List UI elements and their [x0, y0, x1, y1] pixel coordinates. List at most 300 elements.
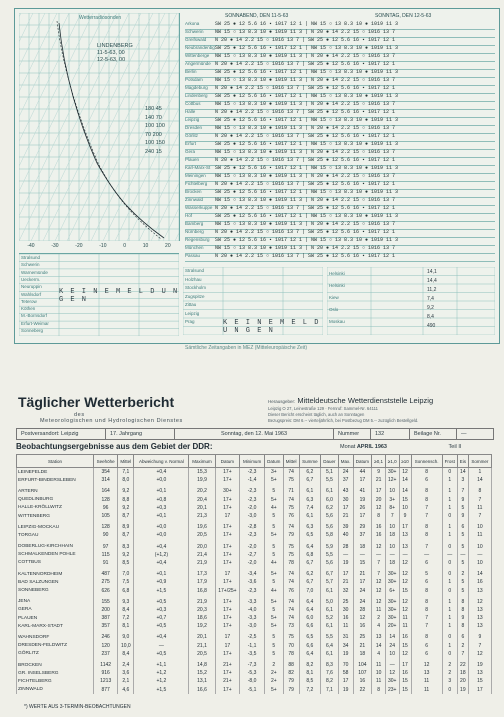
aero-run-2: 12-5-63, 00	[97, 57, 126, 63]
value-cell: 6,1	[321, 650, 339, 658]
value-cell: +0,5	[134, 598, 189, 606]
number-value: 132	[371, 429, 410, 439]
value-cell: 7	[457, 650, 468, 658]
value-cell: 2	[264, 661, 283, 669]
value-cell: —	[353, 551, 372, 559]
value-cell: 246	[94, 633, 118, 641]
lower-right-value: 11,2	[427, 287, 437, 293]
station-values: SW 25 ● 12 5.6 16 ▪ 1017 12 1 | NW 15 ○ 13 8.3 10 ● 1019 11 3	[215, 117, 399, 123]
table-row	[17, 606, 492, 614]
value-cell: 10	[468, 523, 491, 531]
value-cell: 17+	[215, 622, 240, 630]
value-cell: 10	[468, 559, 491, 567]
value-cell: 17	[338, 677, 353, 685]
value-cell: 58	[338, 669, 353, 677]
value-cell: 2+	[264, 677, 283, 685]
value-cell: -3,6	[240, 578, 265, 586]
value-cell: 17+	[215, 614, 240, 622]
value-cell: 6+	[385, 586, 399, 594]
value-cell: 8,5	[299, 677, 320, 685]
value-cell: 105	[94, 512, 118, 520]
lower-station: Zugspitze	[185, 293, 205, 299]
station-values: N 20 ● 14 2.2 15 ○ 1016 13 7 | SW 25 ● 12 5.6 16 ▪ 1017 12 1	[215, 157, 396, 163]
value-cell: 7	[468, 642, 491, 650]
value-cell: 24	[385, 642, 399, 650]
value-cell: 21	[338, 578, 353, 586]
station-cell: BROCKEN	[17, 661, 94, 669]
value-cell: 314	[94, 476, 118, 484]
value-cell: 20	[457, 677, 468, 685]
value-cell: 11	[338, 622, 353, 630]
value-cell: 6,1	[321, 622, 339, 630]
value-cell: +1,1	[134, 661, 189, 669]
value-cell: 7	[411, 543, 442, 551]
aero-legend	[97, 43, 133, 64]
value-cell: 76	[283, 586, 299, 594]
value-cell: 237	[94, 650, 118, 658]
value-cell: 14	[468, 570, 491, 578]
value-cell: 11	[372, 677, 386, 685]
value-cell: 22	[457, 661, 468, 669]
value-cell: 17	[468, 686, 491, 694]
value-cell: 3+	[385, 496, 399, 504]
value-cell: 17+	[215, 523, 240, 531]
value-cell: 16	[353, 622, 372, 630]
value-cell: 14	[385, 633, 399, 641]
value-cell: 17	[372, 487, 386, 495]
value-cell: +0,8	[134, 496, 189, 504]
value-cell: 20,1	[189, 504, 215, 512]
value-cell: -5,1	[240, 686, 265, 694]
value-cell: 0	[442, 559, 457, 567]
column-header: Mittel	[118, 455, 134, 468]
value-cell: 13	[411, 669, 442, 677]
value-cell: 21,1	[189, 642, 215, 650]
month-field	[340, 444, 461, 450]
number-label: Nummer	[334, 429, 371, 439]
value-cell: 30+	[385, 598, 399, 606]
aero-level: 100 150	[145, 140, 165, 146]
value-cell: 6,3	[299, 496, 320, 504]
value-cell: 8	[372, 686, 386, 694]
value-cell: 5	[264, 551, 283, 559]
station-cell: LEIPZIG-MOCKAU	[17, 523, 94, 531]
value-cell: 17	[215, 633, 240, 641]
value-cell: 7,2	[299, 686, 320, 694]
value-cell: 5	[411, 570, 442, 578]
station-cell: QUEDLINBURG	[17, 496, 94, 504]
value-cell: 30	[338, 606, 353, 614]
lower-station: Helsinki	[329, 283, 345, 288]
value-cell: 17	[353, 476, 372, 484]
value-cell: 5+	[264, 598, 283, 606]
publisher-name: Mitteldeutsche Wetterdienststelle Leipzig	[297, 396, 434, 405]
value-cell: 6,4	[299, 650, 320, 658]
value-cell: 5,6	[321, 523, 339, 531]
value-cell: 16	[468, 578, 491, 586]
value-cell: 20,2	[189, 487, 215, 495]
aero-station: LINDENBERG	[97, 43, 133, 49]
column-header: Minimum	[240, 455, 265, 468]
station-name: Leipzig	[185, 117, 200, 122]
value-cell: 78	[283, 559, 299, 567]
value-cell: 1	[442, 642, 457, 650]
value-cell: 12	[385, 669, 399, 677]
value-cell: 24	[338, 468, 353, 477]
column-header: ≥0,1	[372, 455, 386, 468]
lower-station: Prag	[185, 319, 195, 324]
value-cell: 10	[399, 504, 411, 512]
station-name: Berlin	[185, 69, 197, 74]
station-values: N 20 ● 14 2.2 15 ○ 1016 13 7 | SW 25 ● 12 5.6 16 ▪ 1017 12 1	[215, 205, 396, 211]
value-cell: 6,5	[299, 633, 320, 641]
value-cell: -2,0	[240, 543, 265, 551]
station-cell: SONNEBERG	[17, 586, 94, 594]
value-cell: 17	[353, 578, 372, 586]
table-row	[17, 578, 492, 586]
station-name: Karl-Marx-St	[185, 165, 211, 170]
value-cell: 13	[468, 586, 491, 594]
value-cell: 79	[283, 686, 299, 694]
station-values: SW 25 ● 12 5.6 16 ▪ 1017 12 1 | NW 15 ○ 13 8.3 10 ● 1019 11 3	[215, 189, 399, 195]
value-cell: +0,1	[134, 570, 189, 578]
value-cell: 30+	[385, 578, 399, 586]
value-cell: 17+	[215, 669, 240, 677]
value-cell: —	[468, 551, 491, 559]
value-cell: -2,0	[240, 504, 265, 512]
aero-level: 240 15	[145, 148, 162, 155]
station-cell: WAHNSDORF	[17, 633, 94, 641]
station-cell: KALTENNORDHEIM	[17, 570, 94, 578]
value-cell: -3,0	[240, 512, 265, 520]
supplement-label: Beilage Nr.	[410, 429, 457, 439]
value-cell: 14	[468, 476, 491, 484]
lower-station: Stockholm	[185, 285, 207, 290]
station-name: Bamberg	[185, 221, 204, 226]
value-cell: +0,9	[134, 578, 189, 586]
value-cell: 13	[372, 633, 386, 641]
value-cell: 4	[372, 650, 386, 658]
value-cell: 20,5	[189, 531, 215, 539]
value-cell: 5+	[264, 614, 283, 622]
value-cell: 19,2	[189, 622, 215, 630]
value-cell: 6,0	[299, 614, 320, 622]
value-cell: 74	[283, 496, 299, 504]
value-cell: 14	[457, 468, 468, 477]
lower-station: Warnemünde	[21, 269, 48, 275]
supplement-value: —	[461, 431, 467, 437]
station-name: Halle	[185, 109, 196, 114]
value-cell: 11	[372, 606, 386, 614]
value-cell: -3,4	[240, 570, 265, 578]
value-cell: 9,2	[118, 487, 134, 495]
value-cell: 73	[283, 622, 299, 630]
value-cell: —	[338, 551, 353, 559]
station-name: Potsdam	[185, 77, 203, 82]
value-cell: 20,1	[189, 633, 215, 641]
station-cell: SCHMALKENDEN POHLE	[17, 551, 94, 559]
value-cell: 8,2	[321, 677, 339, 685]
station-name: Gera	[185, 149, 196, 154]
value-cell: 10	[385, 487, 399, 495]
value-cell: 11	[399, 614, 411, 622]
value-cell: 12	[399, 598, 411, 606]
station-name: Angermünde	[185, 61, 211, 66]
value-cell: 14	[399, 487, 411, 495]
value-cell: 8	[411, 487, 442, 495]
lower-right-value: 8,4	[427, 314, 434, 320]
lower-station: Stralsund	[185, 268, 205, 273]
value-cell: 14	[399, 476, 411, 484]
value-cell: 18	[385, 559, 399, 567]
value-cell: 20,4	[189, 496, 215, 504]
value-cell: —	[385, 551, 399, 559]
value-cell: 8,1	[118, 622, 134, 630]
value-cell: 6	[411, 578, 442, 586]
value-cell: 75	[283, 633, 299, 641]
value-cell: 12	[353, 614, 372, 622]
station-cell: FICHTELBERG	[17, 677, 94, 685]
value-cell: 16,6	[189, 686, 215, 694]
value-cell: 5+	[264, 496, 283, 504]
value-cell: 8	[411, 531, 442, 539]
value-cell: 5	[457, 504, 468, 512]
value-cell: 104	[353, 661, 372, 669]
value-cell: 6,4	[299, 598, 320, 606]
value-cell: 6	[411, 476, 442, 484]
value-cell: 7	[411, 512, 442, 520]
value-cell: 17	[215, 570, 240, 578]
station-values: N 20 ● 14 2.2 15 ○ 1016 13 7 | SW 25 ● 12 5.6 16 ▪ 1017 12 1	[215, 253, 396, 259]
lower-right-value: 9,2	[427, 305, 434, 311]
value-cell: -2,0	[240, 559, 265, 567]
value-cell: 17,9	[189, 578, 215, 586]
value-cell: 17+/25+	[215, 586, 240, 594]
publisher	[268, 396, 433, 405]
lower-station: Oslo	[329, 307, 339, 312]
value-cell: 96	[94, 504, 118, 512]
value-cell: 17+	[215, 531, 240, 539]
value-cell: 0	[442, 633, 457, 641]
value-cell: 6,4	[299, 606, 320, 614]
keine-meldungen-left: K E I N E M E L D U N G E N	[59, 288, 179, 304]
value-cell: 6,8	[299, 551, 320, 559]
value-cell: 9	[372, 468, 386, 477]
value-cell: 15,2	[189, 669, 215, 677]
value-cell: 5	[264, 512, 283, 520]
value-cell: 5	[264, 650, 283, 658]
value-cell: -3,3	[240, 614, 265, 622]
value-cell: 39	[338, 523, 353, 531]
value-cell: 6,0	[321, 496, 339, 504]
value-cell: 97	[94, 543, 118, 551]
value-cell: 21+	[215, 661, 240, 669]
value-cell: 6,4	[321, 642, 339, 650]
value-cell: 7,1	[321, 686, 339, 694]
value-cell: 12	[399, 650, 411, 658]
value-cell: 75	[283, 551, 299, 559]
column-header: Sommer	[468, 455, 491, 468]
value-cell: —	[372, 551, 386, 559]
value-cell: 8,8	[118, 496, 134, 504]
station-name: Schwerin	[185, 29, 204, 34]
publisher-address: Leipzig O 27, Leinestraße 129 · Fernruf: Sammel-Nr. 64111	[268, 406, 378, 411]
value-cell: 357	[94, 622, 118, 630]
value-cell: 8	[411, 586, 442, 594]
observations-table	[16, 454, 492, 694]
value-cell: 6	[411, 650, 442, 658]
station-values: NW 15 ○ 13 8.3 10 ● 1019 11 3 | N 20 ● 14 2.2 15 ○ 1016 13 7	[215, 125, 396, 131]
value-cell: +1,5	[134, 686, 189, 694]
value-cell: 16	[372, 523, 386, 531]
value-cell: 17,3	[189, 570, 215, 578]
value-cell: 75	[283, 476, 299, 484]
value-cell: 21,9	[189, 598, 215, 606]
value-cell: 1142	[94, 661, 118, 669]
value-cell: 21	[353, 570, 372, 578]
value-cell: 1	[442, 487, 457, 495]
value-cell: 120	[94, 642, 118, 650]
value-cell: 9,0	[118, 633, 134, 641]
value-cell: 30+	[215, 487, 240, 495]
value-cell: 78	[283, 650, 299, 658]
value-cell: 17+	[215, 559, 240, 567]
station-values: SW 25 ● 12 5.6 16 ▪ 1017 12 1 | NW 15 ○ 13 8.3 10 ● 1019 11 3	[215, 237, 399, 243]
value-cell: 9	[457, 512, 468, 520]
value-cell: 79	[283, 531, 299, 539]
value-cell: 9	[457, 496, 468, 504]
value-cell: 17+	[215, 504, 240, 512]
value-cell: 7,1	[118, 468, 134, 477]
value-cell: 17	[215, 642, 240, 650]
report-title: Täglicher Wetterbericht	[18, 394, 175, 410]
value-cell: 17+	[215, 496, 240, 504]
value-cell: 41	[353, 487, 372, 495]
value-cell: 5	[457, 531, 468, 539]
station-values: N 20 ● 14 2.2 15 ○ 1016 13 7 | SW 25 ● 12 5.6 16 ▪ 1017 12 1	[215, 229, 396, 235]
value-cell: 20,5	[189, 650, 215, 658]
value-cell: 13	[468, 606, 491, 614]
station-name: Lindenberg	[185, 93, 208, 98]
value-cell: 30+	[385, 614, 399, 622]
value-cell: 12	[468, 650, 491, 658]
value-cell: 5+	[264, 622, 283, 630]
value-cell: 26	[353, 504, 372, 512]
value-cell: —	[385, 661, 399, 669]
value-cell: 1	[442, 531, 457, 539]
value-cell: 5,7	[321, 578, 339, 586]
value-cell: 275	[94, 578, 118, 586]
value-cell: 7	[411, 504, 442, 512]
value-cell: 2,1	[118, 677, 134, 685]
value-cell: +0,0	[134, 523, 189, 531]
value-cell: 76	[283, 512, 299, 520]
station-values: N 20 ● 14 2.2 15 ○ 1016 13 7 | SW 25 ● 12 5.6 16 ▪ 1017 12 1	[215, 133, 396, 139]
value-cell: 7,6	[321, 669, 339, 677]
value-cell: 30+	[385, 468, 399, 477]
value-cell: 74	[283, 578, 299, 586]
value-cell: 17	[215, 512, 240, 520]
value-cell: +0,4	[134, 543, 189, 551]
value-cell: 19,9	[189, 476, 215, 484]
station-cell: PLAUEN	[17, 614, 94, 622]
date-header-1: SONNABEND, DEN 11-5-63	[225, 13, 289, 19]
aero-axis-tick: -20	[75, 243, 83, 249]
value-cell: 75	[283, 504, 299, 512]
table-row	[17, 551, 492, 559]
value-cell: 7	[372, 559, 386, 567]
aero-axis-tick: -30	[51, 243, 59, 249]
station-values: SW 25 ● 12 5.6 16 ▪ 1017 12 1 | NW 15 ○ 13 8.3 10 ● 1019 11 3	[215, 165, 399, 171]
station-values: N 20 ● 14 2.2 15 ○ 1016 13 7 | SW 25 ● 12 5.6 16 ▪ 1017 12 1	[215, 85, 396, 91]
value-cell: 8	[411, 468, 442, 477]
column-header: Mittel	[283, 455, 299, 468]
value-cell: 8	[411, 633, 442, 641]
station-values: NW 15 ○ 13 8.3 10 ● 1019 11 3 | N 20 ● 14 2.2 15 ○ 1016 13 7	[215, 101, 396, 107]
value-cell: +1,2	[134, 677, 189, 685]
lower-right-value: 490	[427, 323, 436, 329]
value-cell: 13	[399, 531, 411, 539]
value-cell: 12	[399, 468, 411, 477]
value-cell: 6	[457, 633, 468, 641]
station-values: NW 15 ○ 13 8.3 10 ● 1019 11 3 | N 20 ● 14 2.2 15 ○ 1016 13 7	[215, 221, 396, 227]
value-cell: +0,1	[134, 512, 189, 520]
value-cell: 74	[283, 523, 299, 531]
value-cell: 88	[283, 661, 299, 669]
station-name: Nürnberg	[185, 229, 204, 234]
station-values: NW 15 ○ 13 8.3 10 ● 1019 11 3 | N 20 ● 14 2.2 15 ○ 1016 13 7	[215, 53, 396, 59]
value-cell: 40	[338, 531, 353, 539]
value-cell: 9,2	[118, 551, 134, 559]
value-cell: 19	[457, 686, 468, 694]
value-cell: -7,3	[240, 661, 265, 669]
value-cell: 0	[442, 512, 457, 520]
value-cell: 8	[457, 606, 468, 614]
value-cell: 8,1	[299, 669, 320, 677]
value-cell: 8	[372, 512, 386, 520]
aero-run-1: 11-5-63, 00	[97, 50, 125, 56]
value-cell: -2,8	[240, 523, 265, 531]
lower-station: Stralsund	[21, 255, 41, 260]
value-cell: 8	[457, 598, 468, 606]
aero-level: 140 70	[145, 114, 162, 121]
value-cell: 12+	[385, 476, 399, 484]
value-cell: 82	[283, 669, 299, 677]
value-cell: -2,3	[240, 586, 265, 594]
table-row	[17, 650, 492, 658]
value-cell: 6,7	[299, 559, 320, 567]
value-cell: 20,3	[189, 606, 215, 614]
value-cell: 5,0	[321, 598, 339, 606]
value-cell: 13	[468, 614, 491, 622]
value-cell: 19	[338, 686, 353, 694]
station-name: Hof	[185, 213, 193, 218]
value-cell: 5	[457, 559, 468, 567]
station-cell: DRESDEN-FELDWITZ	[17, 642, 94, 650]
value-cell: 17+	[215, 650, 240, 658]
value-cell: 8,4	[118, 606, 134, 614]
aero-level: 100 100	[145, 123, 165, 129]
value-cell: 6,6	[299, 622, 320, 630]
issue-date: Sonntag, den 12. Mai 1963	[175, 429, 334, 439]
value-cell: 3	[442, 677, 457, 685]
value-cell: —	[399, 551, 411, 559]
column-header: Seehöhe	[94, 455, 118, 468]
value-cell: 916	[94, 669, 118, 677]
value-cell: +0,4	[134, 633, 189, 641]
value-cell: +0,1	[134, 487, 189, 495]
value-cell: 74	[283, 570, 299, 578]
